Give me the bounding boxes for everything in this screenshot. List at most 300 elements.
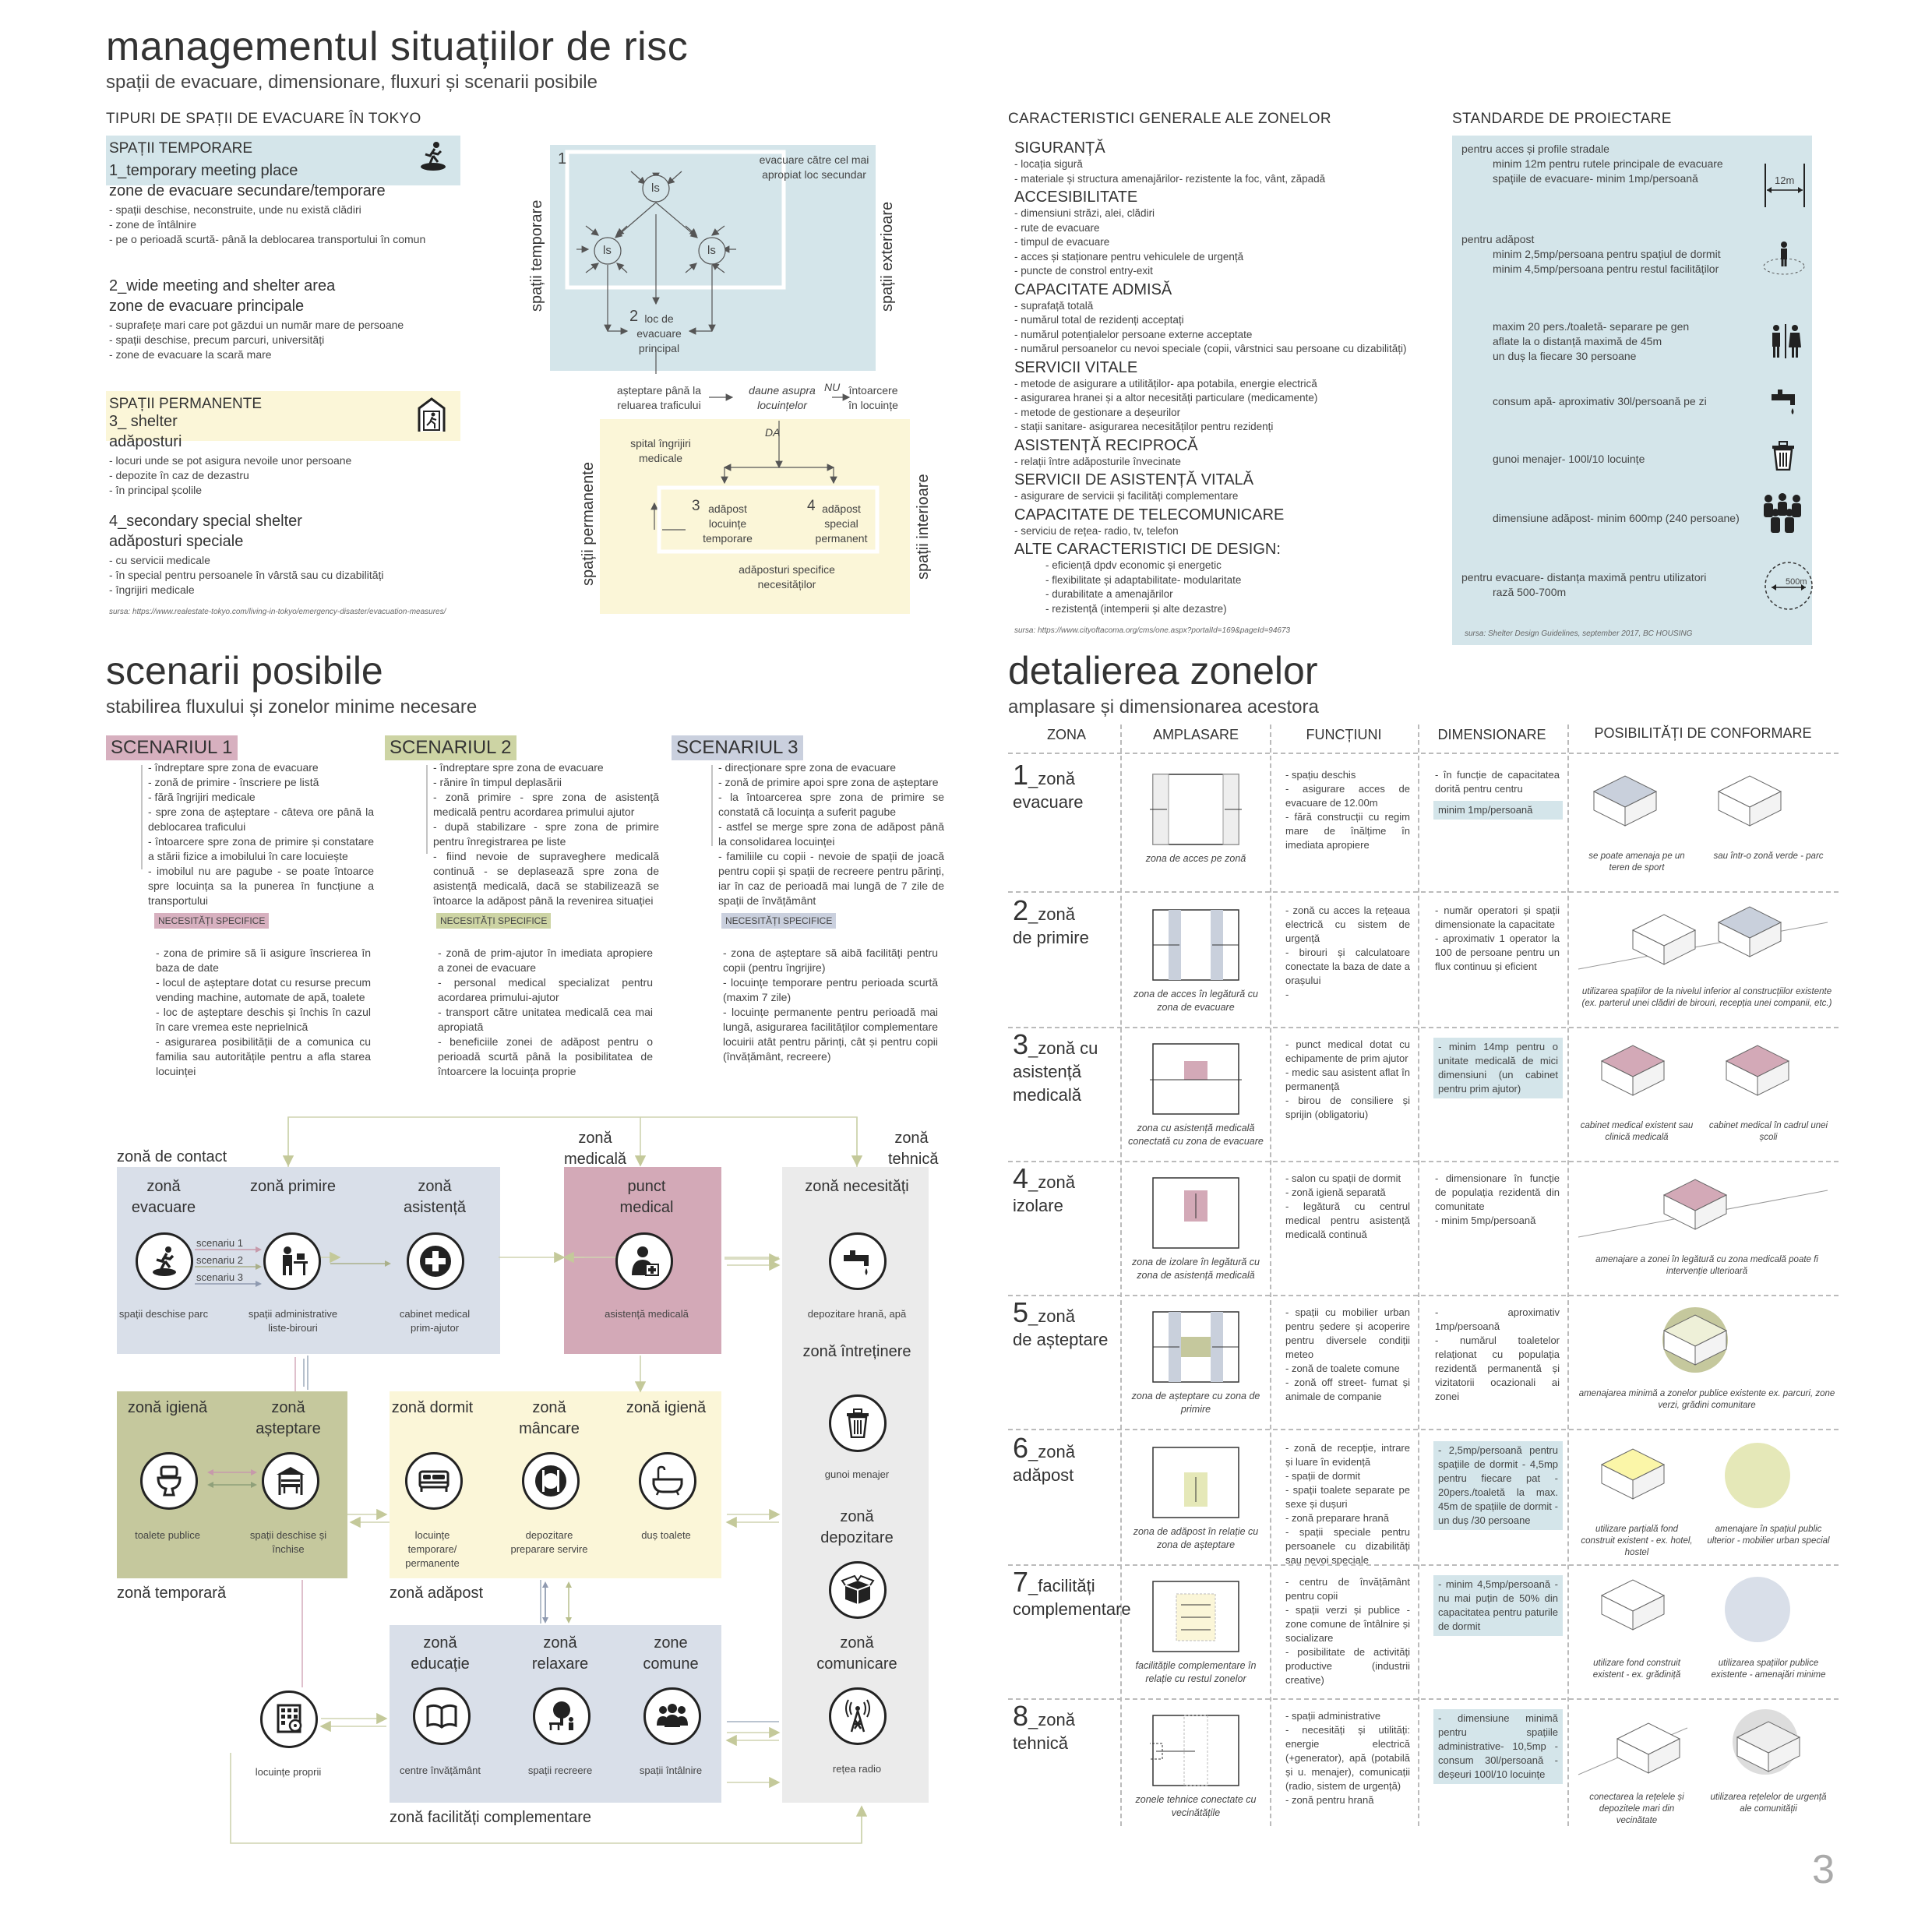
det-conformare-caption-1: conectarea la rețelele și depozitele mari din vecinătate	[1589, 1793, 1684, 1825]
det-function-line: - spații de dormit	[1285, 1470, 1361, 1482]
flow-n4: 4	[807, 498, 816, 514]
char-line: - numărul total de rezidenți acceptați	[1014, 314, 1184, 326]
det-amplasare-caption: zona de așteptare cu zona de primire	[1131, 1391, 1260, 1415]
det-amplasare-diagram	[1150, 1309, 1243, 1387]
zone-relaxare-title: zonă relaxare	[531, 1634, 589, 1673]
det-function-line: - birouri și calculatoare conectate la baza de date a orașului	[1285, 947, 1410, 986]
char-heading: CAPACITATE DE TELECOMUNICARE	[1014, 506, 1285, 524]
det-amplasare-caption: zona de izolare în legătură cu zona de asistență medicală	[1132, 1257, 1260, 1281]
det-zone-name2: complementare	[1013, 1599, 1131, 1619]
scenario-line: - întoarcere spre zona de primire și constatare a stării fizice a imobilului în care locuiește	[148, 835, 374, 862]
scenario-line: - zonă primire - spre zona de asistență medicală pentru acordarea primului ajutor	[433, 791, 659, 818]
det-zone-name	[1013, 1028, 1122, 1107]
running-person-icon	[416, 139, 450, 173]
zone-educatie-sub: centre învățământ	[399, 1765, 481, 1776]
det-zone-number: 8	[1013, 1700, 1029, 1732]
det-function-line: - zonă pentru hrană	[1285, 1794, 1374, 1806]
crowd-icon	[1759, 491, 1806, 534]
zone-comunicare-sub: rețea radio	[832, 1763, 882, 1775]
det-function-line: - zonă igienă separată	[1285, 1186, 1386, 1198]
zone-depozitare-title: zonă depozitare	[820, 1508, 894, 1546]
det-dim-line: - număr operatori și spații dimensionate la capacitate	[1435, 904, 1560, 930]
trash-bin-icon	[1770, 441, 1796, 471]
zone-intretinere-title: zonă întreținere	[802, 1343, 911, 1360]
char-line: - stații sanitare- asigurarea necesităților pentru rezidenți	[1014, 421, 1274, 432]
det-function-line: - asigurare acces de evacuare de 12.00m	[1285, 783, 1410, 809]
det-zone-name1: _zonă	[1028, 769, 1075, 788]
det-function-line: - zonă cu acces la rețeaua electrică cu sistem de urgență	[1285, 904, 1410, 944]
det-head-zona: ZONA	[1046, 727, 1086, 742]
temp-item2: 2_wide meeting and shelter area	[109, 277, 336, 294]
char-line: - numărul persoanelor cu nevoi speciale (copii, vârstnici sau persoane cu dizabilități)	[1014, 343, 1407, 354]
flow-hospital: spital îngrijiri medicale	[630, 437, 691, 464]
bathtub-icon	[639, 1452, 696, 1510]
det-function-line: - zonă de recepție, intrare și luare în evidență	[1285, 1442, 1410, 1468]
det-functions	[1285, 1306, 1410, 1404]
zone-pm-sub: asistență medicală	[605, 1308, 689, 1320]
det-conformare-caption-1: amenajare a zonei în legătură cu zona medicală poate fi intervenție ulterioară	[1595, 1255, 1818, 1276]
det-conformare-caption-2: amenajare în spațiul public ulterior - mobilier urban special	[1707, 1525, 1830, 1546]
det-functions	[1285, 1575, 1410, 1687]
det-function-line: - spații speciale pentru persoanele cu dizabilități sau nevoi speciale	[1285, 1526, 1410, 1566]
bench-shelter-icon	[262, 1452, 319, 1510]
char-heading: SIGURANȚĂ	[1014, 139, 1105, 157]
det-col-div1	[1120, 724, 1122, 1826]
scen-title: scenarii posibile	[106, 649, 383, 693]
zone-mancare-title: zonă mâncare	[519, 1399, 580, 1437]
scenario-line: - îndreptare spre zona de evacuare	[148, 761, 319, 774]
det-dim-line: - minim 5mp/persoană	[1435, 1215, 1536, 1226]
det-zone-name	[1013, 1432, 1122, 1487]
char-line: - acces și staționare pentru vehiculele de urgență	[1014, 250, 1244, 263]
zone-educatie-title: zonă educație	[411, 1634, 470, 1673]
det-zone-number: 7	[1013, 1566, 1029, 1598]
det-amplasare-caption: zona de acces pe zonă	[1145, 853, 1246, 864]
desk-person-icon	[263, 1232, 321, 1290]
det-zone-name	[1013, 1700, 1122, 1755]
shelter-zone-label: zonă adăpost	[390, 1585, 484, 1602]
scenario-line: - zonă de prim-ajutor în imediata apropiere a zonei de evacuare	[438, 947, 653, 974]
det-conformare-sketch	[1571, 1033, 1835, 1119]
std-s5: gunoi menajer- 100l/10 locuințe	[1493, 453, 1645, 465]
scenario-line: - la întoarcerea spre zona de primire se constată că locuința a suferit pagube	[718, 791, 944, 818]
zone-primire-title: zonă primire	[249, 1178, 337, 1195]
det-amplasare-caption: zonele tehnice conectate cu vecinătățile	[1135, 1794, 1257, 1818]
perm-item4-sub: adăposturi speciale	[109, 533, 244, 550]
std-s2: pentru adăpost minim 2,5mp/persoana pentru spațiul de dormit minim 4,5mp/persoana pentru restul facilităților	[1461, 233, 1721, 275]
scenario-line: - locul de așteptare dotat cu resurse precum vending machine, automate de apă, toalete	[156, 976, 371, 1003]
det-dim-line: - aproximativ 1 operator la 100 de persoane pentru un flux continuu și eficient	[1435, 933, 1560, 972]
det-function-line: - birou de consiliere și sprijin (obligatoriu)	[1285, 1095, 1410, 1120]
temp-item1-desc: - spații deschise, neconstruite, unde nu există clădiri - zone de întâlnire - pe o perioadă scurtă- până la deblocarea transportului în comun	[109, 203, 426, 245]
det-amplasare-diagram	[1150, 1041, 1243, 1119]
scenario-line: - direcționare spre zona de evacuare	[718, 761, 897, 774]
char-line: - locația sigură	[1014, 158, 1083, 170]
det-conformare-caption-2: cabinet medical în cadrul unei școli	[1708, 1121, 1828, 1142]
zone-relaxare-sub: spații recreere	[527, 1765, 593, 1776]
scenario-line: - asigurarea posibilității de a comunica cu familia sau autoritățile pentru a afla starea locuinței	[156, 1035, 371, 1077]
flow-ev-closest: evacuare către cel mai apropiat loc secundar	[759, 153, 869, 181]
zone-evacuare-sub: spații deschise parc	[118, 1308, 209, 1320]
std-caption: STANDARDE DE PROIECTARE	[1452, 111, 1672, 127]
zone-comune-sub: spații întâlnire	[639, 1765, 703, 1776]
page-number: 3	[1812, 1847, 1835, 1892]
scenario2-needs	[438, 946, 653, 1079]
flow-ls2: ls	[603, 244, 612, 257]
scenario3-flow	[718, 760, 944, 908]
own-home-label: locuințe proprii	[255, 1766, 322, 1778]
char-heading: ACCESIBILITATE	[1014, 189, 1138, 206]
contact-zone-label: zonă de contact	[117, 1148, 227, 1165]
scenario-3-label: scenariu 3	[196, 1271, 243, 1283]
scenario2-bracket	[422, 760, 438, 877]
std-source: sursa: Shelter Design Guidelines, september 2017, BC HOUSING	[1465, 629, 1693, 638]
scen-subtitle: stabilirea fluxului și zonelor minime necesare	[106, 696, 478, 717]
scenario1-bracket	[137, 760, 153, 877]
det-function-line: - spațiu deschis	[1285, 769, 1356, 781]
char-line: - flexibilitate și adaptabilitate- modularitate	[1045, 573, 1242, 586]
det-conformare-caption-1: utilizare parțială fond construit existent - ex. hotel, hostel	[1581, 1525, 1693, 1557]
det-function-line: - zonă preparare hrană	[1285, 1512, 1389, 1524]
evacuation-runner-icon	[136, 1232, 193, 1290]
det-zone-name1: _zonă	[1028, 1172, 1075, 1192]
det-function-line: - salon cu spații de dormit	[1285, 1172, 1401, 1184]
det-function-line: - spații administrative	[1285, 1710, 1381, 1722]
det-zone-name2: izolare	[1013, 1196, 1063, 1215]
scenario3-bracket	[707, 760, 723, 877]
scenario-line: - beneficiile zonei de adăpost pentru o perioadă scurtă până la posibilitatea de întoarcere la locuința proprie	[438, 1035, 653, 1077]
det-zone-name1: _zonă	[1028, 1710, 1075, 1729]
det-zone-number: 3	[1013, 1028, 1029, 1060]
det-zone-number: 6	[1013, 1432, 1029, 1464]
det-functions	[1285, 1709, 1410, 1807]
det-function-line: - centru de învățământ pentru copii	[1285, 1576, 1410, 1602]
water-tap-icon	[1768, 386, 1800, 418]
det-amplasare-caption: facilitățile complementare în relație cu restul zonelor	[1135, 1660, 1257, 1684]
det-function-line: - spații cu mobilier urban pentru ședere și acoperire pentru diversele condiții meteo	[1285, 1306, 1410, 1360]
scenario-line: - fiind nevoie de supraveghere medicală continuă - se deplasează spre zona de asistență medicală, dacă se stabilizează se întoarce la adăpost până la revenirea situației	[433, 850, 659, 907]
det-dimensions	[1435, 904, 1560, 974]
det-conformare-caption-1: amenajarea minimă a zonelor publice existente ex. parcuri, zone verzi, grădini comunitare	[1578, 1389, 1835, 1410]
zone-igiena-sub: toalete publice	[135, 1529, 200, 1541]
det-amplasare-diagram	[1150, 1175, 1243, 1253]
flow-da: DA	[765, 426, 781, 439]
det-col-div2	[1270, 724, 1271, 1826]
facilities-zone-label: zonă facilități complementare	[390, 1809, 592, 1826]
std-s3: maxim 20 pers./toaletă- separare pe gen aflate la o distanță maximă de 45m un duș la fiecare 30 persoane	[1493, 320, 1690, 362]
char-line: - numărul potențialelor persoane externe acceptate	[1014, 328, 1253, 340]
medical-zone-label: zonă medicală	[564, 1130, 627, 1168]
scenario-line: - familiile cu copii - nevoie de spații de joacă pentru copii și spații de recreere pentru părinți, iar în caz de perioadă mai lungă de 7 zile de spații de învățământ	[718, 850, 944, 907]
det-zone-number: 4	[1013, 1162, 1029, 1194]
plate-cutlery-icon	[522, 1452, 580, 1510]
det-functions	[1285, 1172, 1410, 1242]
char-line: - dimensiuni străzi, alei, clădiri	[1014, 207, 1155, 219]
det-row-divider	[1008, 1295, 1839, 1296]
scenario-line: - rănire în timpul deplasării	[433, 776, 562, 788]
det-conformare-sketch	[1571, 1301, 1835, 1387]
igiena-asteptare-arrows	[207, 1468, 257, 1491]
water-tap-icon	[829, 1232, 887, 1290]
char-line: - serviciu de rețea- radio, tv, telefon	[1014, 524, 1179, 537]
shelter-facilities-arrows	[538, 1581, 584, 1625]
scenario3-needs	[723, 946, 938, 1064]
flow-return: întoarcere în locuințe	[848, 384, 898, 411]
det-zone-name2: adăpost	[1013, 1465, 1074, 1485]
det-col-div3	[1418, 724, 1419, 1826]
scenario3-tag: SCENARIUL 3	[672, 735, 803, 760]
det-zone-name1: _facilități	[1028, 1576, 1095, 1595]
scenario-line: - personal medical specializat pentru acordarea primului-ajutor	[438, 976, 653, 1003]
perm-item3-sub: adăposturi	[109, 433, 182, 450]
page-title: managementul situațiilor de risc	[106, 24, 689, 69]
char-line: - asigurarea hranei și a altor necesități particulare (medicamente)	[1014, 392, 1318, 404]
det-functions	[1285, 768, 1410, 852]
char-heading: ALTE CARACTERISTICI DE DESIGN:	[1014, 541, 1281, 558]
det-function-line: -	[1285, 989, 1289, 1000]
page-subtitle: spații de evacuare, dimensionare, fluxuri și scenarii posibile	[106, 72, 598, 93]
storage-box-icon	[829, 1561, 887, 1619]
det-amplasare-caption: zona cu asistență medicală conectată cu zona de evacuare	[1128, 1123, 1264, 1147]
std-s7: pentru evacuare- distanța maximă pentru utilizatori rază 500-700m	[1461, 571, 1707, 598]
scenario-line: - zona de primire să îi asigure înscrierea în baza de date	[156, 947, 371, 974]
det-amplasare-caption: zona de acces în legătură cu zona de evacuare	[1133, 989, 1258, 1013]
zone-asteptare-title: zonă așteptare	[256, 1399, 321, 1437]
det-row-divider	[1008, 1161, 1839, 1162]
det-zone-name2: de primire	[1013, 928, 1089, 947]
flow-n3: 3	[692, 498, 700, 514]
det-head-functiuni: FUNCȚIUNI	[1306, 727, 1382, 742]
temp-item1-sub: zone de evacuare secundare/temporare	[109, 182, 386, 199]
det-functions	[1285, 1441, 1410, 1567]
flow-main-place: loc de evacuare principal	[636, 312, 682, 354]
char-line: - puncte de constrol entry-exit	[1014, 265, 1153, 277]
det-head-dimensionare: DIMENSIONARE	[1437, 727, 1546, 742]
det-zone-number: 2	[1013, 894, 1029, 926]
perm-item3: 3_ shelter	[109, 413, 178, 430]
tokyo-source: sursa: https://www.realestate-tokyo.com/living-in-tokyo/emergency-disaster/evacuation-measures/	[109, 608, 446, 616]
std-s6: dimensiune adăpost- minim 600mp (240 persoane)	[1493, 512, 1740, 524]
flow-diagram-lines	[545, 140, 919, 623]
perm-tag: SPAȚII PERMANENTE	[109, 396, 263, 412]
det-zone-name2: evacuare	[1013, 792, 1084, 812]
flow-nu: NU	[824, 381, 841, 393]
det-dim-line: - aproximativ 1mp/persoană	[1435, 1306, 1560, 1332]
flow-ls1: ls	[651, 182, 660, 195]
own-home-building-icon	[260, 1690, 318, 1748]
flow-ls3: ls	[707, 244, 716, 257]
det-function-line: - posibilitate de activități productive (industrii creative)	[1285, 1646, 1410, 1686]
zone-comune-title: zone comune	[643, 1634, 699, 1673]
scenario-arrows	[193, 1246, 263, 1293]
det-conformare-sketch	[1571, 1705, 1835, 1790]
char-line: - rute de evacuare	[1014, 221, 1100, 234]
det-zone-name2: tehnică	[1013, 1733, 1068, 1753]
person-area-icon	[1762, 238, 1806, 276]
temp-item2-desc: - suprafețe mari care pot găzdui un număr mare de persoane - spații deschise, precum parcuri, universități - zone de evacuare la scară mare	[109, 319, 404, 361]
zone-necesitati-sub: depozitare hrană, apă	[807, 1308, 907, 1320]
zone-comunicare-title: zonă comunicare	[816, 1634, 897, 1673]
flow-home: adăpost locuințe temporare	[703, 502, 753, 545]
char-line: - materiale și structura amenajărilor- rezistente la foc, vânt, zăpadă	[1014, 172, 1326, 185]
det-amplasare-diagram	[1150, 1444, 1243, 1522]
char-source: sursa: https://www.cityoftacoma.org/cms/one.aspx?portalId=169&pageId=94673	[1014, 626, 1291, 635]
toilet-gender-icon	[1767, 323, 1804, 360]
zone-punct-medical-title: punct medical	[619, 1178, 674, 1216]
det-conformare-sketch	[1571, 899, 1835, 985]
char-line: - durabilitate a amenajărilor	[1045, 588, 1173, 600]
flow-damage: daune asupra locuințelor	[749, 384, 816, 411]
scenario3-needs-tag: NECESITĂȚI SPECIFICE	[721, 913, 836, 929]
det-zone-name1: _zonă	[1028, 904, 1075, 924]
det-dimensions	[1435, 1306, 1560, 1404]
tokyo-caption: TIPURI DE SPAȚII DE EVACUARE ÎN TOKYO	[106, 111, 421, 127]
perm-item3-desc: - locuri unde se pot asigura nevoile unor persoane - depozite în caz de dezastru - în principal școlile	[109, 454, 352, 496]
perm-item4-desc: - cu servicii medicale - în special pentru persoanele în vârstă sau cu dizabilități - îngrijiri medicale	[109, 554, 384, 596]
doctor-icon	[615, 1232, 673, 1290]
det-zone-number: 5	[1013, 1296, 1029, 1328]
det-conformare-sketch	[1571, 1167, 1835, 1253]
det-amplasare-diagram	[1150, 1578, 1243, 1656]
det-function-line: - medic sau asistent aflat în permanență	[1285, 1066, 1410, 1092]
std-panel	[1452, 136, 1812, 645]
det-zone-name	[1013, 894, 1122, 950]
det-conformare-caption-2: sau într-o zonă verde - parc	[1713, 851, 1824, 861]
char-line: - eficiență dpdv economic și energetic	[1045, 559, 1222, 571]
det-row-div0	[1008, 753, 1839, 754]
det-zone-name	[1013, 759, 1122, 814]
radio-tower-icon	[829, 1687, 887, 1745]
scenario2-needs-tag: NECESITĂȚI SPECIFICE	[436, 913, 551, 929]
zone-necesitati-title: zonă necesități	[805, 1178, 909, 1195]
det-row-divider	[1008, 1027, 1839, 1028]
flow-v-int: spații interioare	[915, 474, 932, 580]
scenario-line: - imobilul nu are pagube - se poate întoarce spre locuința sa la punerea în funcțiune a transportului	[148, 865, 374, 907]
zone-igiena-title: zonă igienă	[127, 1399, 208, 1416]
det-dimensions	[1435, 1172, 1560, 1228]
det-function-line: - necesități și utilități: energie electrică (+generator), apă (potabilă și u. menajer), comunicații (radio, sistem de urgență)	[1285, 1724, 1410, 1792]
char-heading: CAPACITATE ADMISĂ	[1014, 280, 1172, 298]
first-aid-cross-icon	[407, 1232, 464, 1290]
zone-asistenta-sub: cabinet medical prim-ajutor	[399, 1308, 471, 1334]
det-row-divider	[1008, 1564, 1839, 1566]
det-function-line: - fără construcții cu regim mare de înălțime în imediata apropiere	[1285, 811, 1410, 851]
det-functions	[1285, 1038, 1410, 1122]
det-function-line: - zonă de toalete comune	[1285, 1363, 1400, 1374]
book-icon	[413, 1687, 471, 1745]
det-title: detalierea zonelor	[1008, 649, 1318, 693]
det-conformare-sketch	[1571, 1437, 1835, 1522]
det-zone-name2: de așteptare	[1013, 1330, 1109, 1349]
temp-tag: SPAȚII TEMPORARE	[109, 140, 253, 157]
tech-zone-label: zonă tehnică	[888, 1130, 939, 1168]
scenario1-needs-tag: NECESITĂȚI SPECIFICE	[154, 913, 269, 929]
det-conformare-caption-1: se poate amenaja pe un teren de sport	[1588, 851, 1685, 873]
zone-evacuare-title: zonă evacuare	[131, 1178, 196, 1216]
scenario2-tag: SCENARIUL 2	[385, 735, 516, 760]
scenario1-needs	[156, 946, 371, 1079]
det-zone-name1: _zonă cu	[1028, 1038, 1098, 1058]
det-amplasare-diagram	[1150, 1712, 1243, 1790]
char-line: - suprafață totală	[1014, 299, 1094, 312]
temp-item1: 1_temporary meeting place	[109, 162, 298, 179]
temp-item2-sub: zone de evacuare principale	[109, 298, 305, 315]
det-function-line: - punct medical dotat cu echipamente de prim ajutor	[1285, 1038, 1410, 1064]
det-dim-line: - numărul toaletelor relaționat cu populația rezidentă permanentă și vizitatorii ocazionali ai zonei	[1435, 1334, 1560, 1402]
det-zone-name	[1013, 1566, 1131, 1621]
zone-dormit-title: zonă dormit	[391, 1399, 474, 1416]
scenario-line: - fără îngrijiri medicale	[148, 791, 256, 803]
det-function-line: - zonă off street- fumat și animale de companie	[1285, 1377, 1410, 1402]
char-line: - rezistență (intemperii și alte dezastre)	[1045, 602, 1227, 615]
det-dim-highlight: - minim 14mp pentru o unitate medicală de mici dimensiuni (un cabinet pentru prim ajutor)	[1433, 1038, 1563, 1098]
trash-bin-icon	[829, 1394, 887, 1452]
scenario-1-label: scenariu 1	[196, 1237, 243, 1249]
det-zone-name	[1013, 1162, 1122, 1218]
det-zone-name2: asistență medicală	[1013, 1062, 1082, 1105]
primire-asistenta-arrow	[330, 1259, 393, 1268]
det-amplasare-caption: zona de adăpost în relație cu zona de așteptare	[1133, 1526, 1259, 1550]
scenario-line: - zona de așteptare să aibă facilități pentru copii (pentru îngrijire)	[723, 947, 938, 974]
zone-igiena2-sub: duș toalete	[641, 1529, 691, 1541]
char-line: - relații între adăposturile învecinate	[1014, 455, 1181, 467]
flow-n2: 2	[629, 308, 639, 325]
flow-v-perm: spații permanente	[580, 462, 597, 586]
det-function-line: - legătură cu centrul medical pentru asistență medicală continuă	[1285, 1200, 1410, 1240]
char-heading: SERVICII DE ASISTENȚĂ VITALĂ	[1014, 471, 1254, 488]
det-amplasare-diagram	[1150, 771, 1243, 849]
det-head-conformare: POSIBILITĂȚI DE CONFORMARE	[1594, 725, 1812, 741]
std-s1: pentru acces și profile stradale minim 12m pentru rutele principale de evacuare spațiile de evacuare- minim 1mp/persoană	[1461, 143, 1723, 185]
flow-n1: 1	[558, 150, 567, 167]
zone-asistenta-title: zonă asistență	[403, 1178, 467, 1216]
scenario-line: - transport către unitatea medicală cea mai apropiată	[438, 1006, 653, 1033]
det-dim-highlight: - minim 4,5mp/persoană - nu mai puțin de 50% din capacitatea pentru paturile de dormit	[1433, 1575, 1563, 1636]
flow-v-temp: spații temporare	[528, 199, 545, 312]
char-line: - asigurare de servicii și facilități complementare	[1014, 490, 1239, 502]
det-zone-number: 1	[1013, 759, 1029, 791]
det-zone-name1: _zonă	[1028, 1306, 1075, 1326]
scenario-line: - zonă de primire - înscriere pe listă	[148, 776, 319, 788]
det-row-divider	[1008, 1429, 1839, 1430]
scenario-line: - astfel se merge spre zona de adăpost până la consolidarea locuinței	[718, 820, 944, 848]
char-line: - metode de asigurare a utilităților- apa potabila, energie electrică	[1014, 377, 1317, 390]
det-zone-name	[1013, 1296, 1122, 1352]
det-dim-line: - în funcție de capacitatea dorită pentru centru	[1435, 769, 1560, 795]
char-caption: CARACTERISTICI GENERALE ALE ZONELOR	[1008, 111, 1331, 127]
scenario-2-label: scenariu 2	[196, 1254, 243, 1266]
scenario-line: - loc de așteptare deschis și închis în cazul în care vremea este neprielnică	[156, 1006, 371, 1033]
det-conformare-caption-1: utilizarea spațiilor de la nivelul inferior al construcțiilor existente (ex. parterul unei clădiri de birouri, recepția unei companii, etc.)	[1581, 987, 1832, 1008]
det-conformare-caption-2: utilizarea spațiilor publice existente - amenajări minime	[1711, 1659, 1826, 1680]
scenario-line: - spre zona de așteptare - câteva ore până la deblocarea traficului	[148, 806, 374, 833]
det-functions	[1285, 904, 1410, 1002]
det-conformare-sketch	[1571, 1571, 1835, 1656]
zone-primire-sub: spații administrative liste-birouri	[248, 1308, 338, 1334]
det-function-line: - spații verzi și publice - zone comune de întâlnire și socializare	[1285, 1604, 1410, 1644]
zone-intretinere-sub: gunoi menajer	[824, 1468, 890, 1480]
det-conformare-caption-2: utilizarea rețelelor de urgență ale comunității	[1710, 1793, 1827, 1814]
flow-v-ext: spații exterioare	[879, 201, 896, 312]
char-line: - timpul de evacuare	[1014, 236, 1110, 248]
det-amplasare-diagram	[1150, 907, 1243, 985]
det-row-divider	[1008, 891, 1839, 893]
char-heading: ASISTENȚĂ RECIPROCĂ	[1014, 436, 1198, 454]
char-line: - metode de gestionare a deșeurilor	[1014, 406, 1181, 418]
std-500m: 500m	[1786, 577, 1807, 587]
std-12m: 12m	[1775, 175, 1795, 186]
det-dim-highlight: minim 1mp/persoană	[1433, 801, 1563, 820]
